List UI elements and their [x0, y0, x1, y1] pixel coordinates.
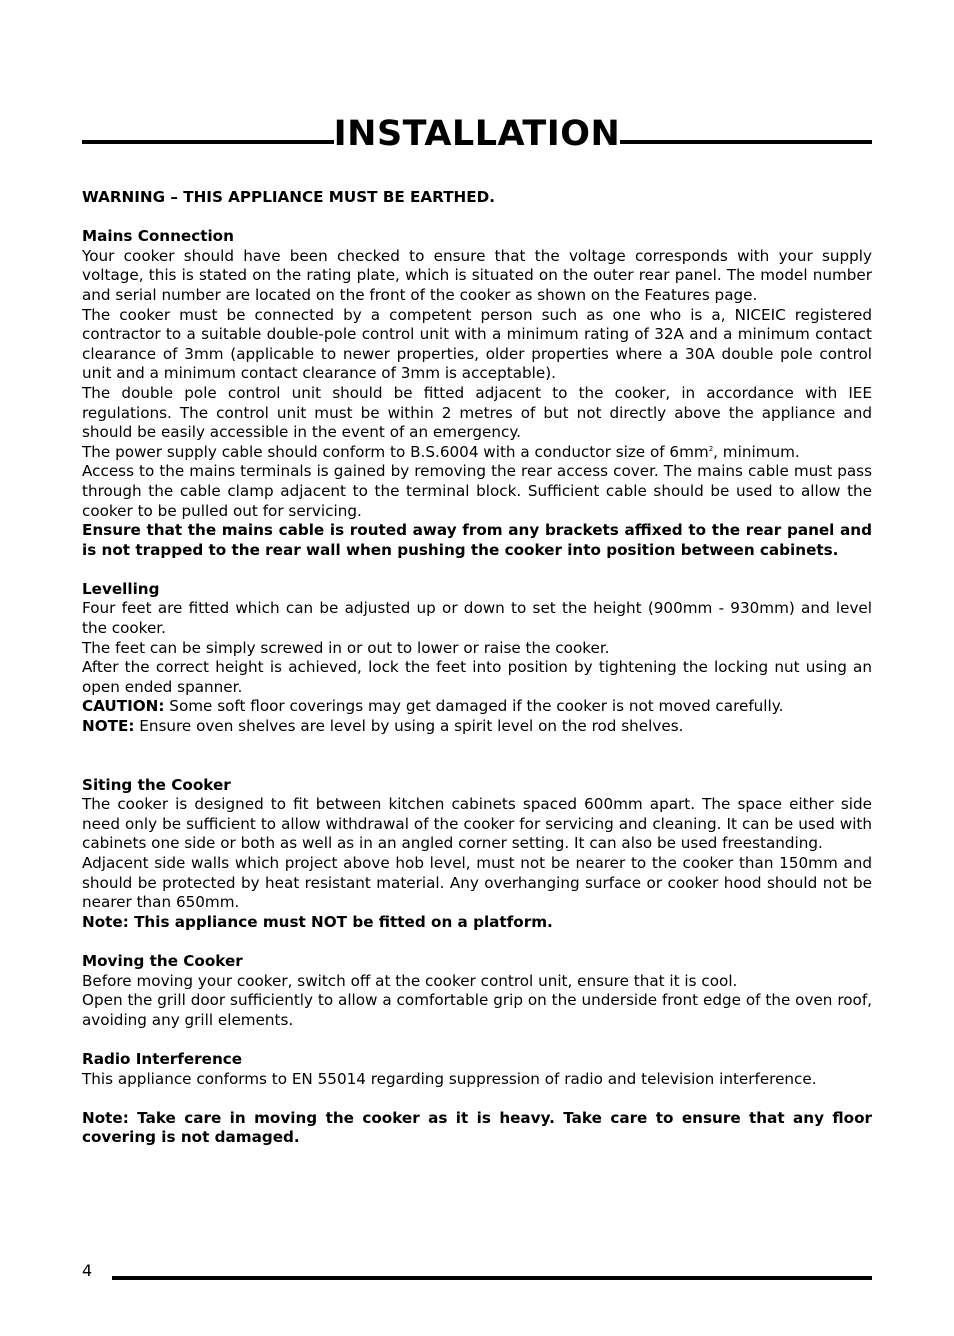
mains-paragraph-5: Access to the mains terminals is gained by removing the rear access cover. The mains cable must pass through the cable clamp adjacent to the terminal block. Sufficient cable should be used to allow the cooker to be pulled out for servicing. [82, 462, 872, 520]
siting-platform-note: Note: This appliance must NOT be fitted on a platform. [82, 912, 553, 931]
cable-spec-text: The power supply cable should conform to B.S.6004 with a conductor size of 6mm [82, 442, 709, 461]
mains-paragraph-1: Your cooker should have been checked to ensure that the voltage corresponds with your supply voltage, this is stated on the rating plate, which is situated on the outer rear panel. The model number and serial number are located on the front of the cooker as shown on the Features page. [82, 246, 872, 304]
page-number: 4 [82, 1261, 93, 1280]
levelling-paragraph-2: The feet can be simply screwed in or out to lower or raise the cooker. [82, 638, 610, 657]
moving-heading: Moving the Cooker [82, 951, 243, 970]
mains-paragraph-3: The double pole control unit should be fitted adjacent to the cooker, in accordance with IEE regulations. The control unit must be within 2 metres of but not directly above the appliance and should be easily accessible in the event of an emergency. [82, 383, 872, 442]
siting-paragraph-1: The cooker is designed to fit between kitchen cabinets spaced 600mm apart. The space either side need only be sufficient to allow withdrawal of the cooker for servicing and cleaning. It can be used with cabinets one side or both as well as in an angled corner setting. It can also be used freestanding. [82, 795, 872, 853]
levelling-note [82, 717, 872, 737]
mains-cable-warning: Ensure that the mains cable is routed away from any brackets affixed to the rear panel and is not trapped to the rear wall when pushing the cooker into position between cabinets. [82, 521, 872, 559]
mains-paragraph-4 [82, 443, 872, 463]
levelling-paragraph-3: After the correct height is achieved, lock the feet into position by tightening the locking nut using an open ended spanner. [82, 658, 872, 696]
radio-heading: Radio Interference [82, 1049, 243, 1068]
levelling-paragraph-1: Four feet are fitted which can be adjusted up or down to set the height (900mm - 930mm) and level the cooker. [82, 599, 872, 638]
earth-warning: WARNING – THIS APPLIANCE MUST BE EARTHED. [82, 188, 496, 206]
caution-label: CAUTION: [82, 697, 165, 716]
moving-paragraph-2: Open the grill door sufficiently to allow a comfortable grip on the underside front edge of the oven roof, avoiding any grill elements. [82, 991, 872, 1029]
cable-spec-superscript: 2 [708, 444, 714, 453]
note-label: NOTE: [82, 717, 135, 736]
footer-rule [112, 1276, 872, 1280]
page-title: INSTALLATION [333, 114, 621, 154]
cable-spec-suffix: , minimum. [713, 442, 800, 461]
levelling-caution [82, 697, 872, 717]
page-body [82, 188, 872, 1148]
moving-paragraph-1: Before moving your cooker, switch off at the cooker control unit, ensure that it is cool. [82, 971, 738, 990]
siting-paragraph-2: Adjacent side walls which project above hob level, must not be nearer to the cooker than 150mm and should be protected by heat resistant material. Any overhanging surface or cooker hood should not be nearer than 650mm. [82, 854, 872, 912]
caution-text: Some soft floor coverings may get damaged if the cooker is not moved carefully. [164, 697, 784, 716]
note-text: Ensure oven shelves are level by using a spirit level on the rod shelves. [134, 717, 684, 736]
radio-paragraph: This appliance conforms to EN 55014 regarding suppression of radio and television interference. [82, 1069, 817, 1088]
siting-heading: Siting the Cooker [82, 775, 231, 794]
final-note: Note: Take care in moving the cooker as it is heavy. Take care to ensure that any floor covering is not damaged. [82, 1108, 872, 1147]
levelling-heading: Levelling [82, 579, 160, 598]
mains-paragraph-2: The cooker must be connected by a competent person such as one who is a, NICEIC registered contractor to a suitable double-pole control unit with a minimum rating of 32A and a minimum contact clearance of 3mm (applicable to newer properties, older properties where a 30A double pole control unit and a minimum contact clearance of 3mm is acceptable). [82, 305, 872, 383]
mains-heading: Mains Connection [82, 227, 234, 246]
